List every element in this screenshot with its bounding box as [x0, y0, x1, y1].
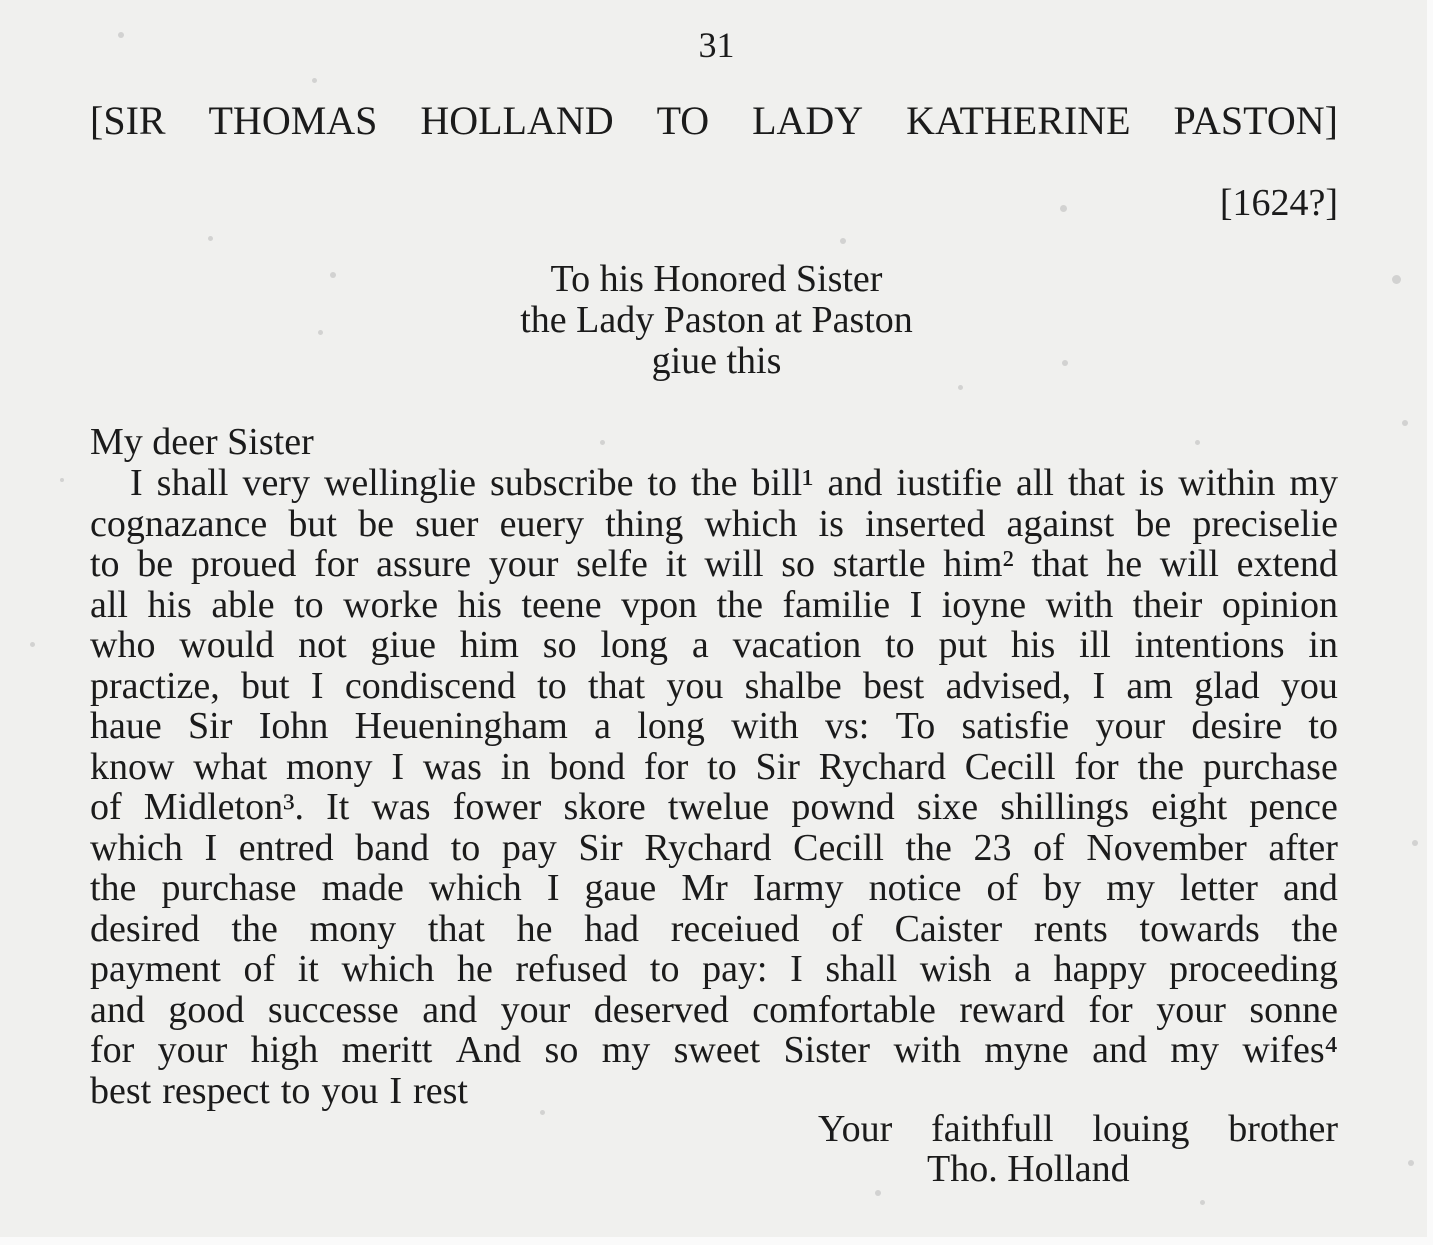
body-word: ill	[1079, 624, 1111, 666]
body-word: which	[90, 826, 183, 869]
body-word: vs:	[824, 705, 870, 747]
body-word: a	[691, 624, 709, 666]
body-word: be	[137, 543, 174, 585]
title-word: [SIR	[90, 98, 166, 143]
body-word: skore	[563, 786, 646, 828]
body-word: he	[516, 907, 553, 950]
body-word: worke	[343, 583, 439, 626]
body-word: and	[1282, 867, 1338, 909]
body-word: extend	[1236, 543, 1338, 585]
body-word: preciselie	[1192, 502, 1338, 545]
body-word: was	[371, 786, 431, 828]
paper-speck	[1408, 1160, 1414, 1166]
body-word: am	[1126, 664, 1173, 707]
title-word: KATHERINE	[906, 98, 1131, 143]
body-line	[90, 666, 1338, 707]
letter-title	[90, 97, 1338, 145]
body-word: for	[1088, 988, 1133, 1031]
paper-speck	[1200, 1200, 1205, 1205]
body-word: Cecill	[793, 826, 884, 869]
body-word: I	[391, 745, 405, 788]
body-word: a	[1014, 948, 1032, 990]
paper-speck	[1060, 205, 1067, 212]
body-word: and	[827, 462, 883, 504]
body-word: refused	[515, 948, 628, 990]
body-word: after	[1268, 826, 1338, 869]
body-word: all	[1015, 462, 1054, 504]
body-word: And	[455, 1029, 522, 1071]
body-line	[90, 747, 1338, 788]
body-line	[90, 828, 1338, 869]
body-word: It	[326, 786, 350, 828]
body-word: within	[1178, 462, 1276, 504]
body-word: sweet	[673, 1029, 761, 1071]
body-word: him²	[943, 543, 1014, 585]
body-word: be	[1135, 502, 1172, 545]
body-word: assure	[376, 543, 472, 585]
body-word: for	[90, 1029, 135, 1071]
body-word: with	[731, 705, 799, 747]
body-word: desired	[90, 907, 200, 950]
body-word: eight	[1151, 786, 1228, 828]
body-word: I	[546, 867, 560, 909]
body-word: bill¹	[751, 462, 814, 504]
body-word: Mr	[681, 867, 728, 909]
closing-word: brother	[1228, 1108, 1338, 1150]
body-word: your	[1156, 988, 1226, 1031]
body-word: ioyne	[941, 583, 1027, 626]
paper-speck	[312, 78, 317, 83]
body-word: pence	[1249, 786, 1338, 828]
body-word: Iarmy	[752, 867, 844, 909]
body-word: comfortable	[752, 988, 936, 1031]
body-word: Sister	[783, 1029, 871, 1071]
body-word: to	[885, 624, 915, 666]
body-word: giue	[370, 624, 436, 666]
body-word: cognazance	[90, 502, 268, 545]
body-word: be	[358, 502, 394, 545]
closing	[818, 1109, 1338, 1149]
body-word: deserved	[593, 988, 729, 1031]
body-word: sonne	[1249, 988, 1338, 1031]
body-word: of	[986, 867, 1019, 909]
body-word: he	[1106, 543, 1143, 585]
body-word: best	[863, 664, 925, 707]
body-word: Rychard	[644, 826, 772, 869]
body-line	[90, 787, 1338, 828]
body-word: high	[250, 1029, 319, 1071]
title-word: TO	[656, 98, 710, 143]
body-word: for	[644, 745, 689, 788]
body-word: had	[584, 907, 640, 950]
body-word: mony	[285, 745, 373, 788]
body-word: the	[1137, 745, 1184, 788]
body-word: respect	[162, 1069, 270, 1112]
body-word: able	[211, 583, 275, 626]
body-line	[90, 625, 1338, 666]
body-word: that	[588, 664, 646, 707]
body-word: of	[1033, 826, 1065, 869]
body-word: myne	[984, 1029, 1069, 1071]
body-word: sixe	[916, 786, 979, 828]
body-word: the	[716, 583, 763, 626]
body-word: suer	[415, 502, 479, 545]
body-word: entred	[238, 826, 334, 869]
body-word: that	[427, 907, 485, 950]
body-word: Rychard	[818, 745, 946, 788]
body-line	[90, 463, 1338, 504]
signature: Tho. Holland	[927, 1148, 1130, 1190]
body-word: him	[459, 624, 519, 666]
body-word: to	[649, 948, 680, 990]
body-word: pay	[501, 826, 557, 869]
body-word: that	[1067, 462, 1125, 504]
body-word: iustifie	[896, 462, 1002, 504]
body-word: my	[601, 1029, 651, 1071]
body-line	[90, 585, 1338, 626]
body-word: receiued	[670, 907, 800, 950]
paper-speck	[1392, 275, 1401, 284]
body-word: towards	[1139, 907, 1260, 950]
body-word: euery	[499, 502, 585, 545]
body-word: the	[905, 826, 952, 869]
body-word: will	[1159, 543, 1219, 585]
paper-speck	[1402, 420, 1408, 426]
body-word: long	[637, 705, 705, 747]
body-word: not	[298, 624, 347, 666]
body-word: mony	[309, 907, 397, 950]
paper-speck	[1062, 360, 1068, 366]
body-word: pay:	[702, 948, 768, 990]
body-word: Heueningham	[354, 705, 568, 747]
body-word: To	[895, 705, 936, 747]
body-word: which	[428, 867, 522, 909]
address-line: giue this	[651, 340, 782, 382]
body-line	[90, 504, 1338, 545]
body-word: best	[90, 1069, 152, 1112]
body-line	[90, 949, 1338, 990]
body-word: your	[488, 543, 559, 585]
body-word: I	[909, 583, 923, 626]
paper-speck	[600, 440, 605, 445]
body-word: so	[781, 543, 816, 585]
body-word: he	[456, 948, 493, 990]
closing-word: louing	[1092, 1108, 1190, 1150]
body-word: rest	[413, 1069, 468, 1112]
body-word: you	[1280, 664, 1338, 707]
body-word: of	[243, 948, 276, 990]
body-line	[90, 990, 1338, 1031]
body-word: subscribe	[489, 462, 634, 504]
body-word: meritt	[341, 1029, 433, 1071]
paper-speck	[208, 236, 213, 241]
body-word: with	[893, 1029, 961, 1071]
body-word: familie	[782, 583, 891, 626]
body-word: Caister	[894, 907, 1003, 950]
closing-word: Your	[818, 1108, 893, 1150]
body-line	[90, 868, 1338, 909]
body-word: his	[147, 583, 192, 626]
body-word: by	[1043, 867, 1082, 909]
body-word: your	[500, 988, 571, 1031]
body-line	[90, 1071, 1338, 1112]
body-word: will	[704, 543, 764, 585]
title-word: PASTON]	[1173, 98, 1338, 143]
body-word: with	[1045, 583, 1114, 626]
body-word: to	[294, 583, 324, 626]
body-word: wellinglie	[323, 462, 476, 504]
title-word: THOMAS	[208, 98, 378, 143]
body-word: which	[704, 502, 798, 545]
body-word: twelue	[667, 786, 770, 828]
body-word: pownd	[791, 786, 895, 828]
paper-speck	[958, 385, 963, 390]
body-word: thing	[605, 502, 684, 545]
body-word: I	[790, 948, 803, 990]
body-word: shall	[156, 462, 229, 504]
closing-word: faithfull	[931, 1108, 1054, 1150]
body-line	[90, 706, 1338, 747]
body-word: wish	[919, 948, 992, 990]
body-word: so	[544, 1029, 579, 1071]
body-word: 23	[973, 826, 1012, 869]
page-edge	[1427, 0, 1433, 1245]
body-word: your	[1095, 705, 1166, 747]
body-word: made	[321, 867, 404, 909]
body-word: in	[1308, 624, 1338, 666]
body-word: Midleton³.	[143, 786, 305, 828]
body-word: good	[168, 988, 245, 1031]
body-word: desire	[1191, 705, 1283, 747]
body-word: advised,	[945, 664, 1072, 707]
body-word: their	[1132, 583, 1203, 626]
body-word: it	[297, 948, 319, 990]
body-word: that	[1031, 543, 1089, 585]
address-block	[0, 259, 1433, 382]
body-line	[90, 909, 1338, 950]
body-word: the	[231, 907, 278, 950]
body-word: band	[355, 826, 430, 869]
body-word: opinion	[1221, 583, 1338, 626]
body-word: shalbe	[744, 664, 842, 707]
body-word: a	[594, 705, 611, 747]
body-word: you	[321, 1069, 379, 1112]
salutation: My deer Sister	[90, 421, 314, 463]
body-word: glad	[1194, 664, 1260, 707]
body-word: fower	[452, 786, 542, 828]
body-word: the	[1291, 907, 1338, 950]
body-word: to	[707, 745, 737, 788]
body-word: against	[1006, 502, 1115, 545]
body-word: November	[1086, 826, 1247, 869]
paper-speck	[118, 32, 124, 38]
body-word: Sir	[188, 705, 233, 747]
body-word: was	[422, 745, 482, 788]
body-word: very	[242, 462, 310, 504]
letter-date: [1624?]	[1219, 182, 1338, 224]
body-word: of	[90, 786, 122, 828]
body-word: wifes⁴	[1242, 1029, 1338, 1071]
letter-body	[90, 463, 1338, 1111]
body-word: my	[1289, 462, 1338, 504]
paper-speck	[318, 330, 323, 335]
body-word: I	[204, 826, 218, 869]
paper-speck	[30, 642, 35, 647]
page-edge	[0, 1237, 1433, 1245]
title-word: LADY	[752, 98, 864, 143]
body-word: I	[310, 664, 324, 707]
body-word: payment	[90, 948, 221, 990]
paper-speck	[1412, 840, 1418, 846]
body-word: I	[130, 462, 143, 504]
body-word: purchase	[161, 867, 297, 909]
body-word: and	[1092, 1029, 1148, 1071]
body-word: rents	[1033, 907, 1108, 950]
body-word: haue	[90, 705, 162, 747]
body-word: bond	[549, 745, 626, 788]
address-line: the Lady Paston at Paston	[520, 299, 913, 341]
paper-speck	[840, 238, 846, 244]
body-word: to	[450, 826, 481, 869]
body-word: shillings	[1000, 786, 1130, 828]
body-word: the	[691, 462, 738, 504]
body-word: to	[537, 664, 567, 707]
body-word: shall	[825, 948, 898, 990]
body-word: put	[938, 624, 988, 666]
body-word: notice	[868, 867, 962, 909]
body-word: Cecill	[964, 745, 1056, 788]
body-word: to	[647, 462, 678, 504]
body-word: Sir	[755, 745, 800, 788]
body-word: long	[600, 624, 668, 666]
body-word: in	[500, 745, 531, 788]
paper-speck	[540, 1110, 545, 1115]
title-word: HOLLAND	[420, 98, 614, 143]
address-line: To his Honored Sister	[550, 258, 883, 300]
body-word: Iohn	[258, 705, 329, 747]
body-word: proceeding	[1169, 948, 1338, 990]
body-word: for	[314, 543, 359, 585]
body-word: to	[280, 1069, 311, 1112]
body-word: happy	[1053, 948, 1147, 990]
body-word: practize,	[90, 664, 220, 707]
body-word: his	[1010, 624, 1056, 666]
body-word: his	[457, 583, 502, 626]
body-word: letter	[1179, 867, 1258, 909]
body-word: but	[241, 664, 290, 707]
body-word: my	[1106, 867, 1155, 909]
body-word: successe	[267, 988, 399, 1031]
paper-speck	[1195, 440, 1200, 445]
body-word: Sir	[578, 826, 623, 869]
body-word: condiscend	[344, 664, 516, 707]
body-word: I	[389, 1069, 403, 1112]
body-word: who	[90, 624, 156, 666]
body-word: know	[90, 745, 175, 788]
body-word: to	[90, 543, 120, 585]
body-word: of	[831, 907, 863, 950]
body-word: is	[1138, 462, 1165, 504]
body-word: would	[179, 624, 275, 666]
body-word: gaue	[584, 867, 657, 909]
body-word: startle	[832, 543, 926, 585]
page-number: 31	[698, 25, 735, 65]
body-word: for	[1074, 745, 1119, 788]
body-word: my	[1170, 1029, 1219, 1071]
body-word: the	[90, 867, 137, 909]
body-word: your	[157, 1029, 228, 1071]
paper-speck	[330, 272, 336, 278]
body-word: inserted	[865, 502, 986, 545]
body-word: so	[542, 624, 577, 666]
paper-speck	[875, 1190, 881, 1196]
body-word: proued	[190, 543, 297, 585]
body-word: selfe	[576, 543, 648, 585]
body-word: what	[193, 745, 268, 788]
body-word: you	[666, 664, 724, 707]
body-word: is	[818, 502, 844, 545]
body-word: and	[90, 988, 145, 1031]
body-line	[90, 1030, 1338, 1071]
body-word: to	[1308, 705, 1338, 747]
body-line	[90, 544, 1338, 585]
body-word: it	[665, 543, 687, 585]
body-word: vpon	[621, 583, 698, 626]
body-word: I	[1092, 664, 1106, 707]
body-word: intentions	[1134, 624, 1285, 666]
body-word: reward	[959, 988, 1065, 1031]
paper-speck	[60, 478, 64, 482]
body-word: purchase	[1202, 745, 1338, 788]
body-word: satisfie	[961, 705, 1070, 747]
body-word: vacation	[732, 624, 862, 666]
body-word: and	[422, 988, 478, 1031]
body-word: which	[341, 948, 435, 990]
body-word: teene	[521, 583, 602, 626]
body-word: but	[288, 502, 337, 545]
body-word: all	[90, 583, 128, 626]
